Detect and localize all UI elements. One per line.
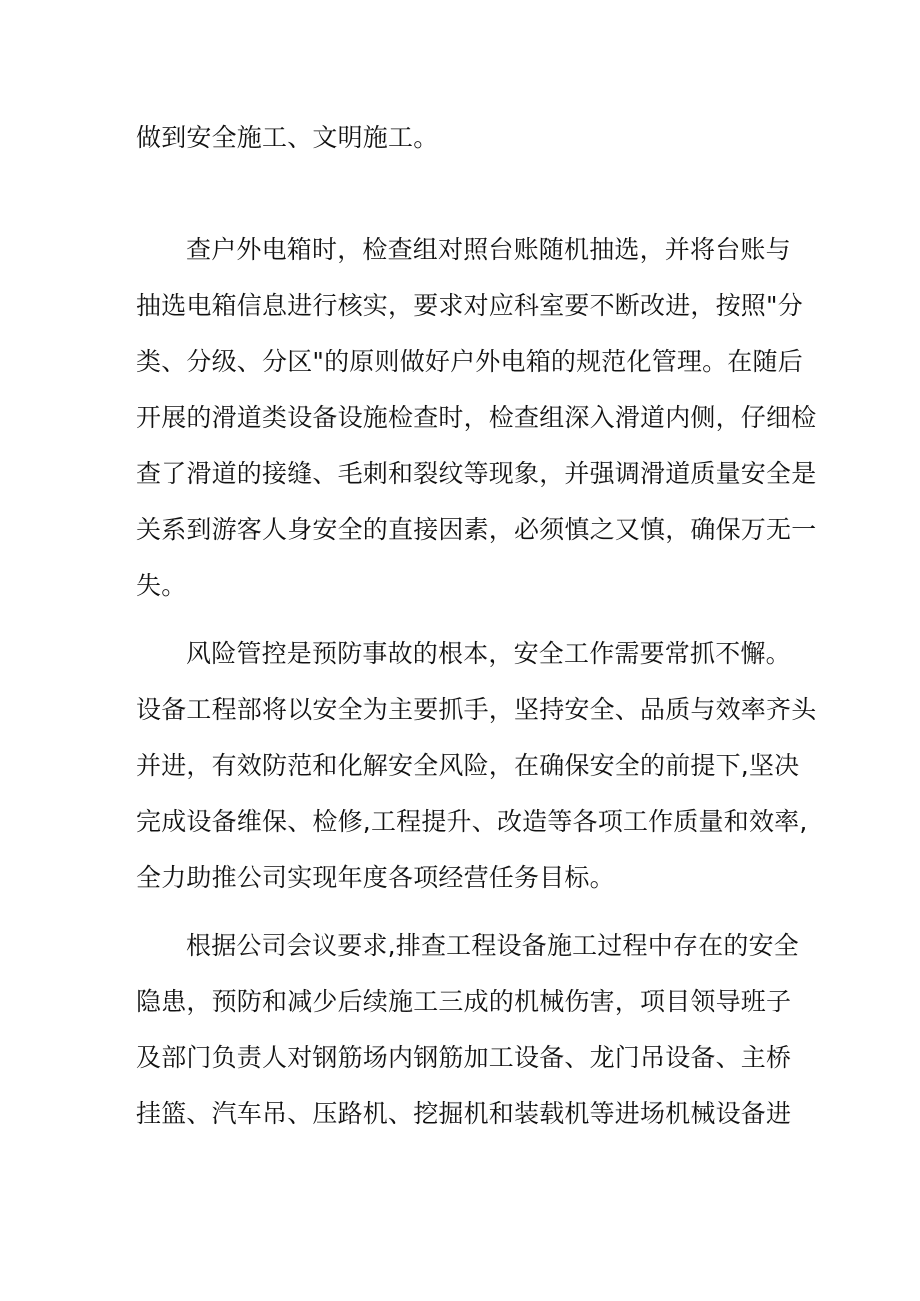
paragraph-2-line-7: 失。 <box>136 571 187 600</box>
paragraph-2-line-1: 查户外电箱时，检查组对照台账随机抽选，并将台账与 <box>186 235 791 264</box>
paragraph-2-line-5: 查了滑道的接缝、毛刺和裂纹等现象，并强调滑道质量安全是 <box>136 459 817 488</box>
paragraph-spacer <box>136 166 796 222</box>
paragraph-2-line-3: 类、分级、分区"的原则做好户外电箱的规范化管理。在随后 <box>136 347 803 376</box>
paragraph-3-line-2: 设备工程部将以安全为主要抓手，坚持安全、品质与效率齐头 <box>136 695 817 724</box>
paragraph-2-line-6: 关系到游客人身安全的直接因素，必须慎之又慎，确保万无一 <box>136 515 817 544</box>
paragraph-1-line-1: 做到安全施工、文明施工。 <box>136 123 439 152</box>
paragraph-spacer <box>136 614 796 626</box>
paragraph-4-line-3: 及部门负责人对钢筋场内钢筋加工设备、龙门吊设备、主桥 <box>136 1043 792 1072</box>
paragraph-4-line-2: 隐患，预防和减少后续施工三成的机械伤害，项目领导班子 <box>136 987 792 1016</box>
paragraph-2-line-2: 抽选电箱信息进行核实，要求对应科室要不断改进，按照"分 <box>136 291 803 320</box>
paragraph-3-line-4: 完成设备维保、检修,工程提升、改造等各项工作质量和效率, <box>136 807 808 836</box>
paragraph-spacer <box>136 906 796 918</box>
paragraph-3-line-1: 风险管控是预防事故的根本，安全工作需要常抓不懈。 <box>186 639 791 668</box>
paragraph-4-line-4: 挂篮、汽车吊、压路机、挖掘机和装载机等进场机械设备进 <box>136 1099 792 1128</box>
paragraph-3-line-3: 并进，有效防范和化解安全风险，在确保安全的前提下,坚决 <box>136 751 800 780</box>
paragraph-2-line-4: 开展的滑道类设备设施检查时，检查组深入滑道内侧，仔细检 <box>136 403 817 432</box>
paragraph-3-line-5: 全力助推公司实现年度各项经营任务目标。 <box>136 863 615 892</box>
document-body <box>136 110 817 1142</box>
paragraph-4-line-1: 根据公司会议要求,排查工程设备施工过程中存在的安全 <box>186 931 799 960</box>
